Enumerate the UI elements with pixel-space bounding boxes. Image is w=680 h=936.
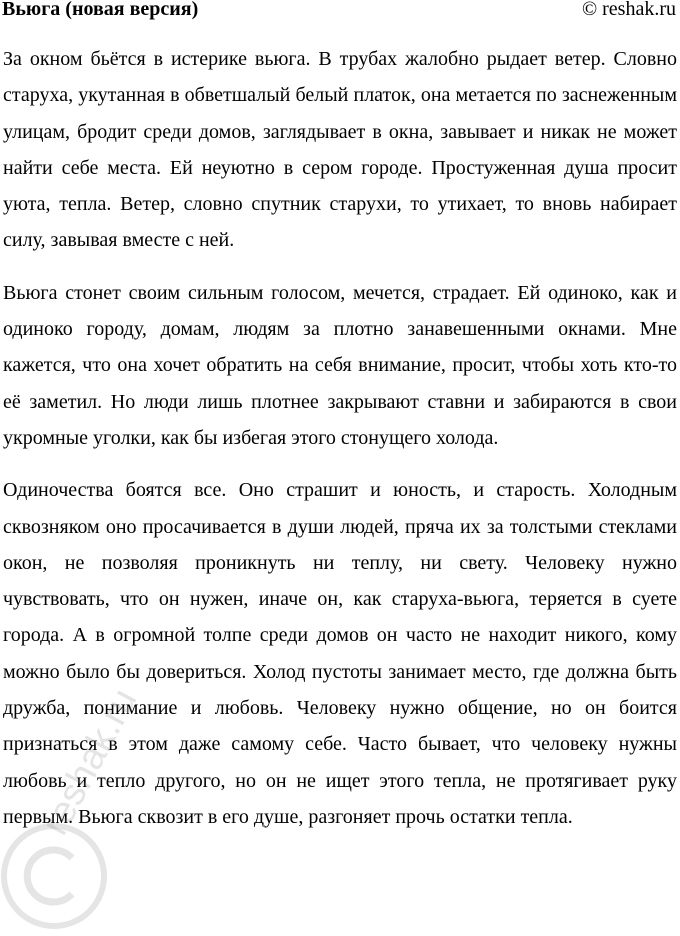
paragraph-2: Вьюга стонет своим сильным голосом, мечется, страдает. Ей одиноко, как и одиноко городу, домам, людям за плотно занавешенными окнами. Мне кажется, что она хочет обратить на себя внимание, просит, чтобы хоть кто-то её заметил. Но люди лишь плотнее закрывают ставни и забираются в свои укромные уголки, как бы избегая этого стонущего холода. — [3, 281, 677, 449]
page-header — [2, 0, 678, 26]
watermark-text: reshak.ru — [34, 682, 146, 842]
paragraph-1: За окном бьётся в истерике вьюга. В трубах жалобно рыдает ветер. Словно старуха, укутанная в обветшалый белый платок, она метается по заснеженным улицам, бродит среди домов, заглядывает в окна, завывает и никак не может найти себе места. Ей неуютно в сером городе. Простуженная душа просит уюта, тепла. Ветер, словно спутник старухи, то утихает, то вновь набирает силу, завывая вместе с ней. — [3, 48, 677, 252]
paragraph-3: Одиночества боятся все. Оно страшит и юность, и старость. Холодным сквозняком оно просачивается в души людей, пряча их за толстыми стеклами окон, не позволяя проникнуть ни теплу, ни свету. Человеку нужно чувствовать, что он нужен, иначе он, как старуха-вьюга, теряется в суете города. А в огромной толпе среди домов он часто не находит никого, кому можно было бы довериться. Холод пустоты занимает место, где должна быть дружба, понимание и любовь. Человеку нужно общение, но он боится признаться в этом даже самому себе. Часто бывает, что человеку нужны любовь и тепло другого, но он не ищет этого тепла, не протягивает руку первым. Вьюга сквозит в его душе, разгоняет прочь остатки тепла. — [3, 479, 677, 828]
source-credit: © reshak.ru — [581, 0, 676, 20]
document-title: Вьюга (новая версия) — [2, 0, 199, 20]
essay-body — [3, 41, 677, 851]
